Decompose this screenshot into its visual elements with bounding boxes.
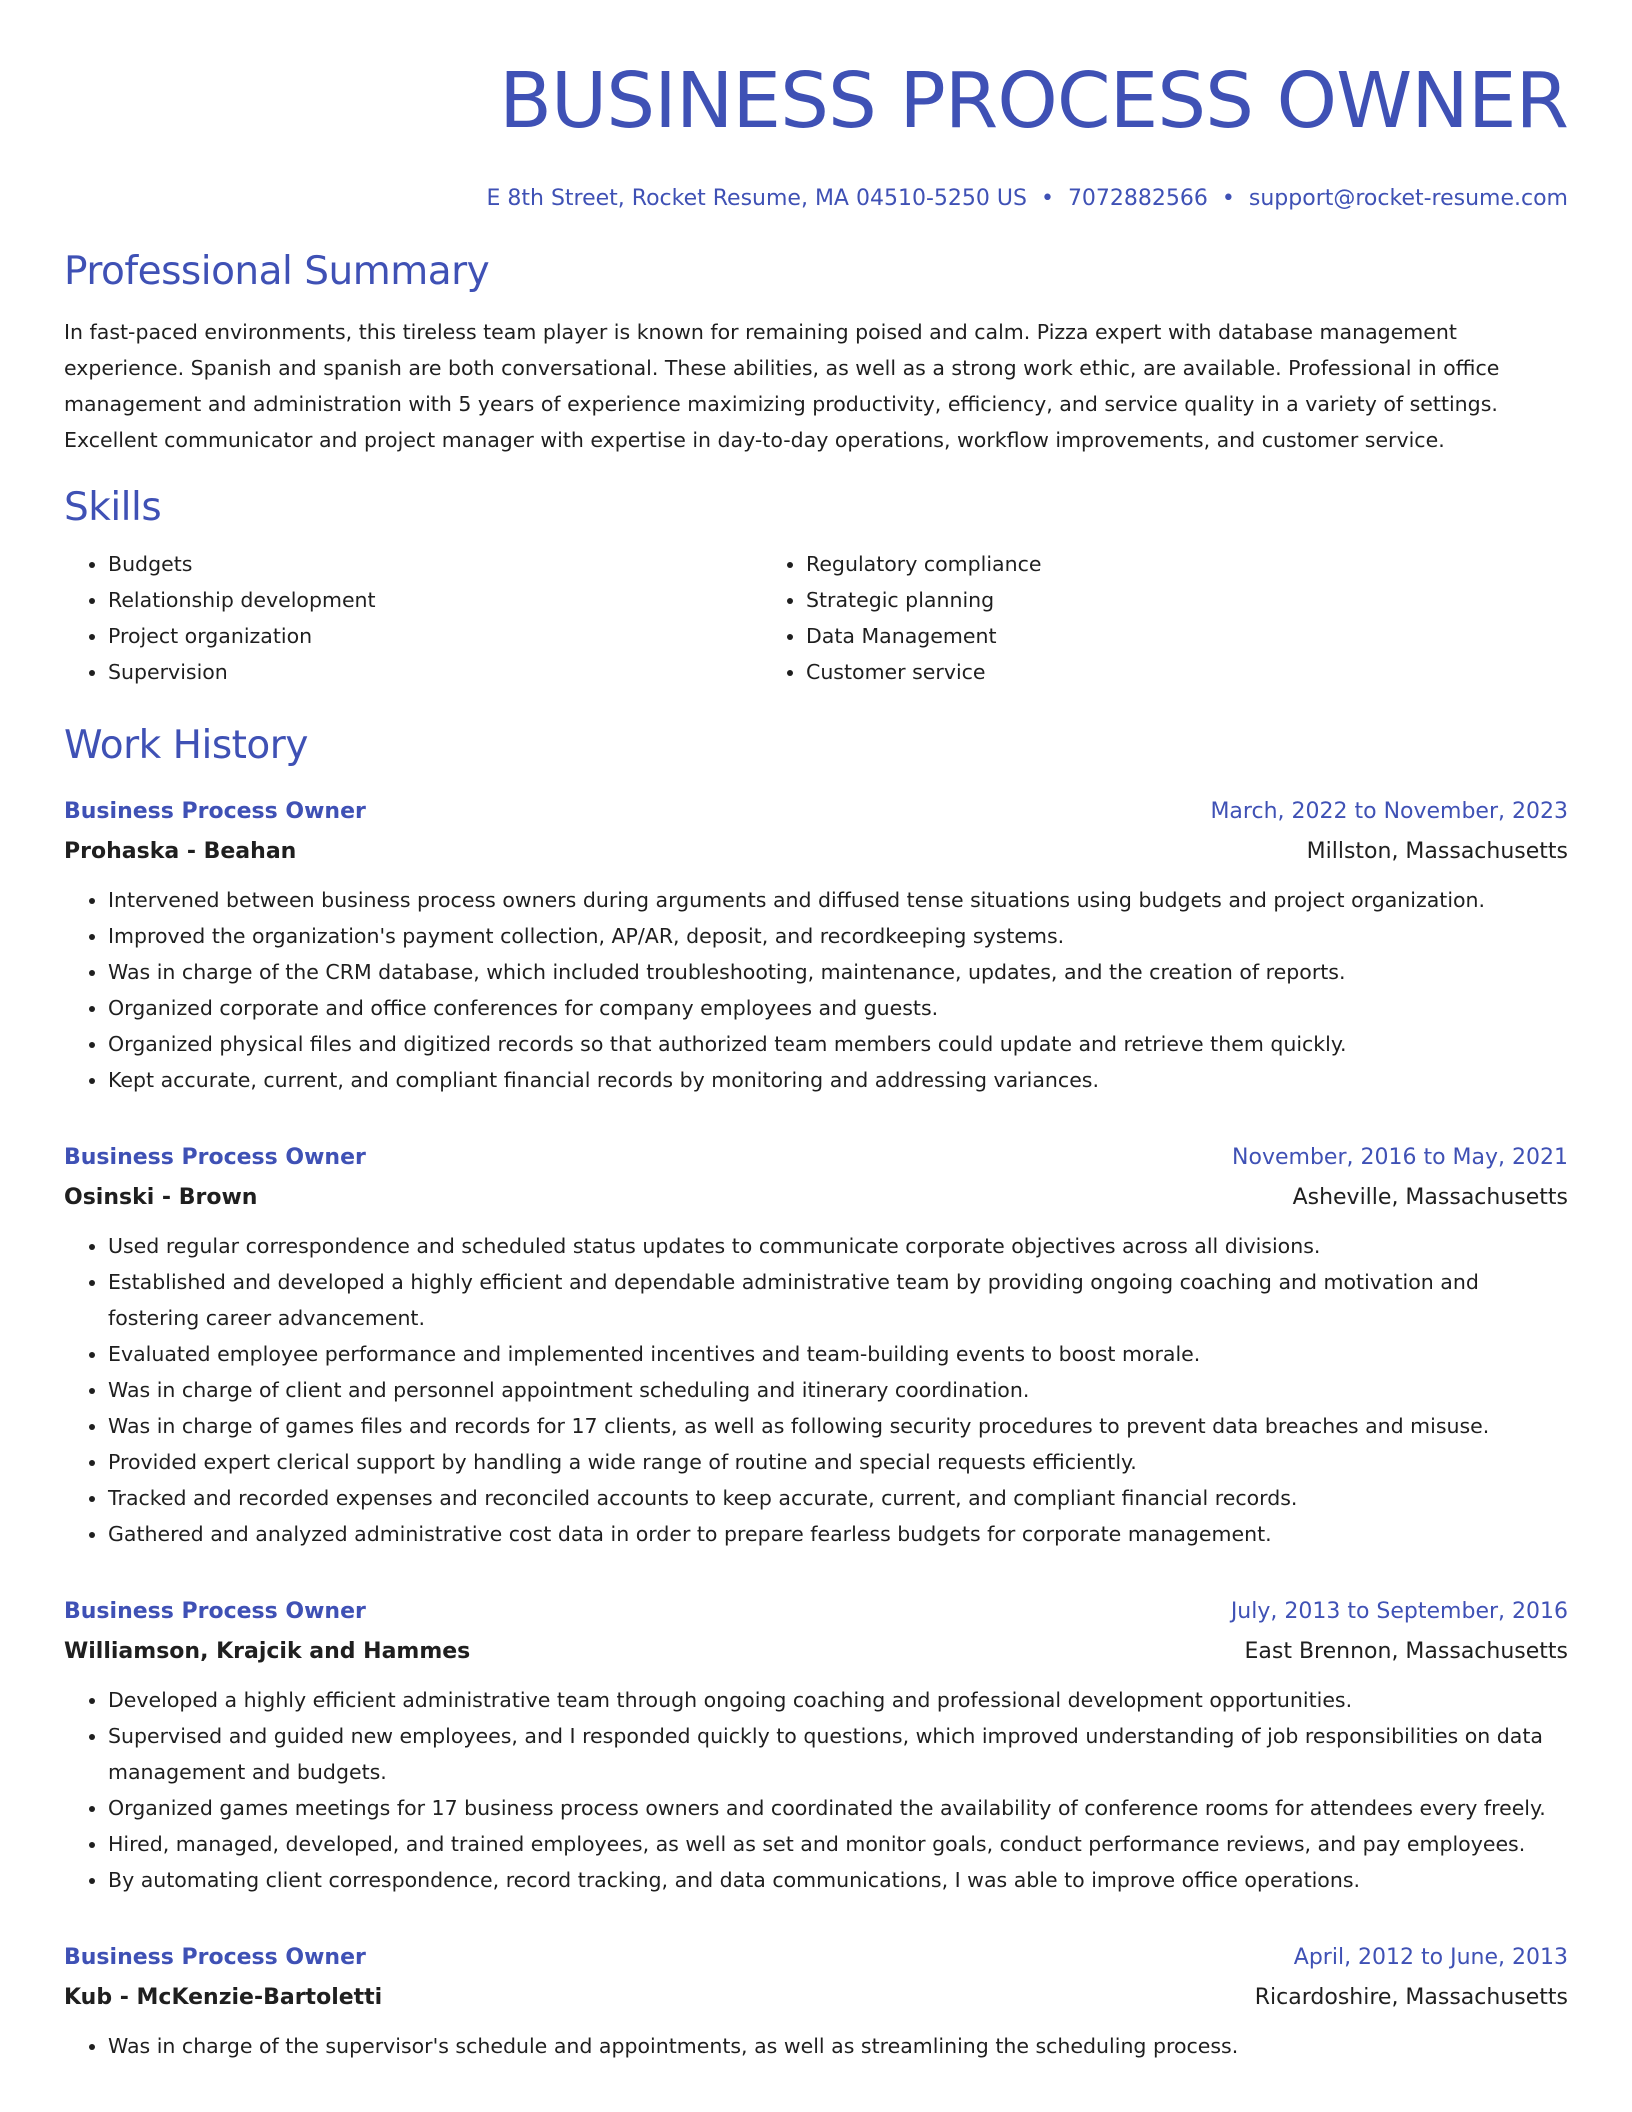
skill-item: • Data Management — [806, 618, 1460, 654]
job-bullets — [64, 2028, 1568, 2064]
job-bullet: • Kept accurate, current, and compliant financial records by monitoring and addressing variances. — [108, 1062, 1568, 1098]
skill-item: • Budgets — [108, 546, 762, 582]
job-company-row — [64, 1178, 1568, 1218]
job-bullet: • Supervised and guided new employees, and I responded quickly to questions, which improved understanding of job responsibilities on data management and budgets. — [108, 1718, 1568, 1790]
job-company: Prohaska - Beahan — [64, 839, 297, 864]
job-bullet: • By automating client correspondence, record tracking, and data communications, I was able to improve office operations. — [108, 1862, 1568, 1898]
job-bullet: • Gathered and analyzed administrative cost data in order to prepare fearless budgets for corporate management. — [108, 1516, 1568, 1552]
skills-column-2 — [762, 546, 1460, 690]
job-bullet: • Organized games meetings for 17 business process owners and coordinated the availability of conference rooms for attendees every freely. — [108, 1790, 1568, 1826]
contact-phone: 7072882566 — [1067, 186, 1208, 211]
job-bullet: • Evaluated employee performance and implemented incentives and team-building events to boost morale. — [108, 1336, 1568, 1372]
job-company: Williamson, Krajcik and Hammes — [64, 1639, 471, 1664]
job-dates: July, 2013 to September, 2016 — [1230, 1599, 1568, 1624]
job-entry — [64, 1938, 1568, 2064]
skill-item: • Regulatory compliance — [806, 546, 1460, 582]
skill-item: • Customer service — [806, 654, 1460, 690]
job-company-row — [64, 1978, 1568, 2018]
job-bullet: • Established and developed a highly efficient and dependable administrative team by providing ongoing coaching and motivation and fostering career advancement. — [108, 1264, 1568, 1336]
skills-list — [64, 546, 1568, 690]
job-location: Asheville, Massachusetts — [1292, 1185, 1568, 1210]
job-bullet: • Organized corporate and office conferences for company employees and guests. — [108, 990, 1568, 1026]
job-bullets — [64, 1682, 1568, 1898]
skill-item: • Project organization — [108, 618, 762, 654]
job-title: Business Process Owner — [64, 799, 366, 824]
resume-page — [64, 0, 1568, 2064]
skill-item: • Supervision — [108, 654, 762, 690]
job-company-row — [64, 832, 1568, 872]
job-location: Millston, Massachusetts — [1306, 839, 1568, 864]
resume-name-heading: BUSINESS PROCESS OWNER — [499, 57, 1568, 146]
job-bullet: • Was in charge of client and personnel appointment scheduling and itinerary coordination. — [108, 1372, 1568, 1408]
job-dates: November, 2016 to May, 2021 — [1232, 1145, 1568, 1170]
job-location: East Brennon, Massachusetts — [1244, 1639, 1568, 1664]
job-bullet: • Was in charge of games files and records for 17 clients, as well as following security procedures to prevent data breaches and misuse. — [108, 1408, 1568, 1444]
job-bullet: • Improved the organization's payment collection, AP/AR, deposit, and recordkeeping systems. — [108, 918, 1568, 954]
contact-email[interactable]: support@rocket-resume.com — [1248, 186, 1568, 211]
job-company-row — [64, 1632, 1568, 1672]
job-bullet: • Was in charge of the CRM database, which included troubleshooting, maintenance, updates, and the creation of reports. — [108, 954, 1568, 990]
job-title: Business Process Owner — [64, 1145, 366, 1170]
job-header-row — [64, 1592, 1568, 1632]
job-bullet: • Tracked and recorded expenses and reconciled accounts to keep accurate, current, and compliant financial records. — [108, 1480, 1568, 1516]
job-bullet: • Used regular correspondence and scheduled status updates to communicate corporate objectives across all divisions. — [108, 1228, 1568, 1264]
job-dates: March, 2022 to November, 2023 — [1210, 799, 1568, 824]
skills-heading: Skills — [64, 485, 162, 530]
job-bullet: • Hired, managed, developed, and trained employees, as well as set and monitor goals, conduct performance reviews, and pay employees. — [108, 1826, 1568, 1862]
job-company: Osinski - Brown — [64, 1185, 258, 1210]
summary-text: In fast-paced environments, this tireless team player is known for remaining poised and calm. Pizza expert with database management experience. Spanish and spanish are both conversational. These abilities, as well as a strong work ethic, are available. Professional in office management and administration with 5 years of experience maximizing productivity, efficiency, and service quality in a variety of settings. Excellent communicator and project manager with expertise in day-to-day operations, workflow improvements, and customer service. — [64, 320, 1500, 452]
job-header-row — [64, 1138, 1568, 1178]
job-company: Kub - McKenzie-Bartoletti — [64, 1985, 383, 2010]
job-entry — [64, 1138, 1568, 1552]
job-bullets — [64, 882, 1568, 1098]
job-header-row — [64, 1938, 1568, 1978]
job-bullet: • Organized physical files and digitized records so that authorized team members could update and retrieve them quickly. — [108, 1026, 1568, 1062]
job-location: Ricardoshire, Massachusetts — [1254, 1985, 1568, 2010]
job-dates: April, 2012 to June, 2013 — [1293, 1945, 1568, 1970]
job-entry — [64, 1592, 1568, 1898]
skills-column-1 — [64, 546, 762, 690]
job-entry — [64, 792, 1568, 1098]
contact-separator: • — [1040, 186, 1054, 211]
work-history-heading: Work History — [64, 723, 308, 768]
job-bullet: • Developed a highly efficient administrative team through ongoing coaching and professional development opportunities. — [108, 1682, 1568, 1718]
contact-separator: • — [1221, 186, 1235, 211]
job-bullet: • Provided expert clerical support by handling a wide range of routine and special requests efficiently. — [108, 1444, 1568, 1480]
job-bullet: • Was in charge of the supervisor's schedule and appointments, as well as streamlining the scheduling process. — [108, 2028, 1568, 2064]
job-title: Business Process Owner — [64, 1599, 366, 1624]
summary-heading: Professional Summary — [64, 249, 490, 294]
skill-item: • Relationship development — [108, 582, 762, 618]
skill-item: • Strategic planning — [806, 582, 1460, 618]
contact-address: E 8th Street, Rocket Resume, MA 04510-5250 US — [486, 186, 1027, 211]
job-title: Business Process Owner — [64, 1945, 366, 1970]
job-bullets — [64, 1228, 1568, 1552]
job-bullet: • Intervened between business process owners during arguments and diffused tense situations using budgets and project organization. — [108, 882, 1568, 918]
contact-line — [64, 182, 1568, 216]
job-header-row — [64, 792, 1568, 832]
